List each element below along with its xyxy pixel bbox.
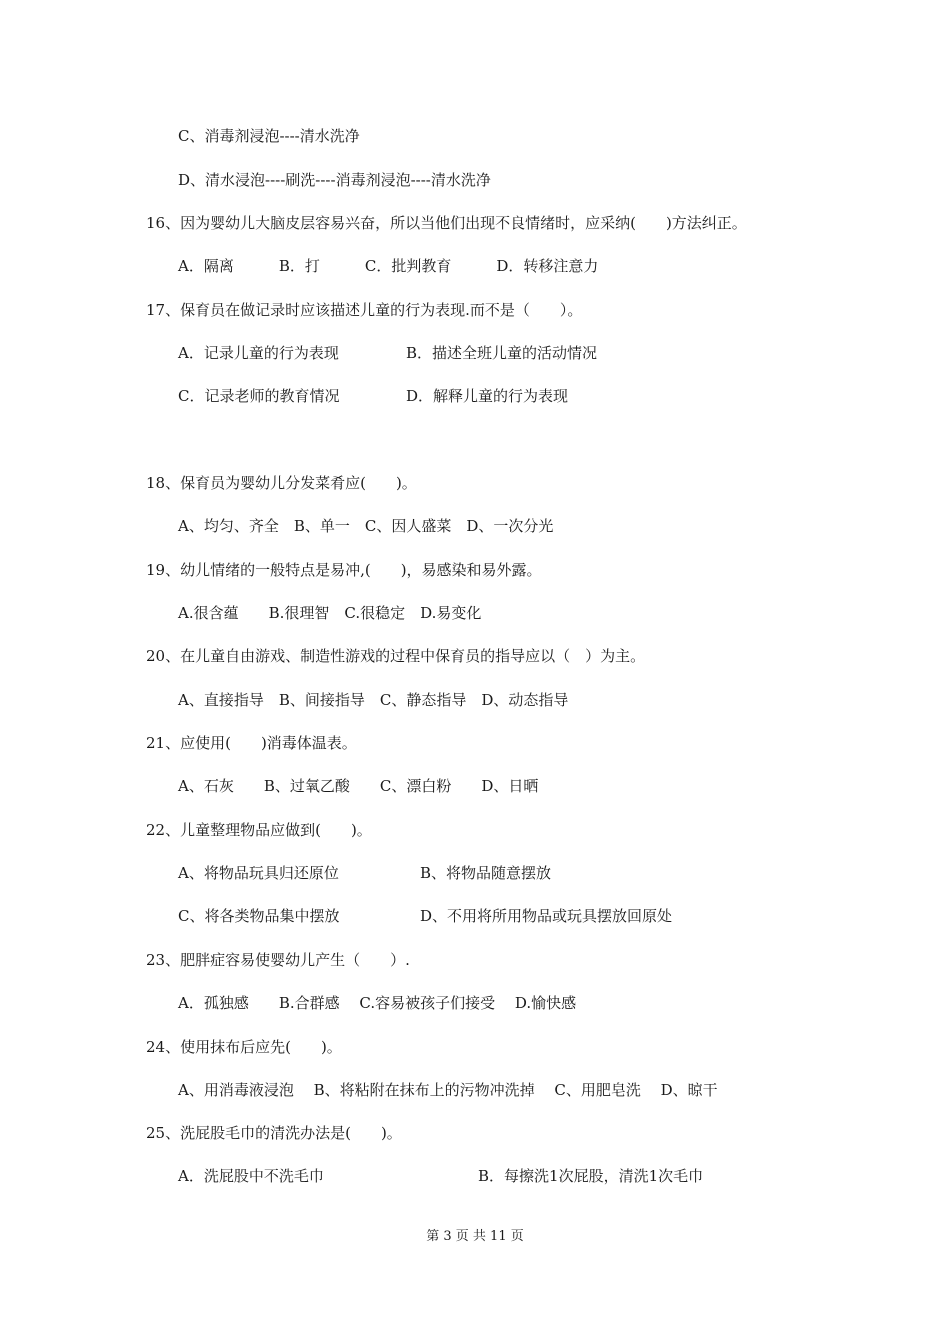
question-21: 21、应使用( )消毒体温表。 [146,734,357,752]
question-25: 25、洗屁股毛巾的清洗办法是( )。 [146,1124,402,1142]
question-23-options: A．孤独感 B.合群感 C.容易被孩子们接受 D.愉快感 [178,994,577,1012]
question-23: 23、肥胖症容易使婴幼儿产生（ ）. [146,951,410,969]
question-16: 16、因为婴幼儿大脑皮层容易兴奋，所以当他们出现不良情绪时，应采纳( )方法纠正。 [146,214,747,232]
question-24-options: A、用消毒液浸泡 B、将粘附在抹布上的污物冲洗掉 C、用肥皂洗 D、晾干 [178,1081,718,1099]
q15-option-c: C、消毒剂浸泡----清水洗净 [178,127,360,145]
question-20-options: A、直接指导 B、间接指导 C、静态指导 D、动态指导 [178,691,569,709]
question-22-option-c: C、将各类物品集中摆放 [178,907,340,925]
question-16-options: A．隔离 B．打 C．批判教育 D．转移注意力 [178,257,599,275]
question-17-option-c: C．记录老师的教育情况 [178,387,340,405]
question-17: 17、保育员在做记录时应该描述儿童的行为表现.而不是（ ）。 [146,301,583,319]
question-25-option-a: A．洗屁股中不洗毛巾 [178,1167,324,1185]
question-17-option-d: D．解释儿童的行为表现 [406,387,569,405]
question-22-option-b: B、将物品随意摆放 [420,864,552,882]
question-18-options: A、均匀、齐全 B、单一 C、因人盛菜 D、一次分光 [178,517,554,535]
question-19-options: A.很含蕴 B.很理智 C.很稳定 D.易变化 [178,604,482,622]
question-22-option-d: D、不用将所用物品或玩具摆放回原处 [420,907,673,925]
question-22-option-a: A、将物品玩具归还原位 [178,864,339,882]
question-24: 24、使用抹布后应先( )。 [146,1038,342,1056]
question-20: 20、在儿童自由游戏、制造性游戏的过程中保育员的指导应以（ ）为主。 [146,647,646,665]
page-number-footer: 第 3 页 共 11 页 [426,1229,524,1244]
question-22: 22、儿童整理物品应做到( )。 [146,821,372,839]
question-21-options: A、石灰 B、过氧乙酸 C、漂白粉 D、日晒 [178,777,539,795]
q15-option-d: D、清水浸泡----刷洗----消毒剂浸泡----清水洗净 [178,171,491,189]
question-25-option-b: B．每擦洗1次屁股，清洗1次毛巾 [478,1167,704,1185]
question-18: 18、保育员为婴幼儿分发菜肴应( )。 [146,474,417,492]
question-19: 19、幼儿情绪的一般特点是易冲,( )，易感染和易外露。 [146,561,542,579]
question-17-option-a: A．记录儿童的行为表现 [178,344,339,362]
question-17-option-b: B．描述全班儿童的活动情况 [406,344,598,362]
